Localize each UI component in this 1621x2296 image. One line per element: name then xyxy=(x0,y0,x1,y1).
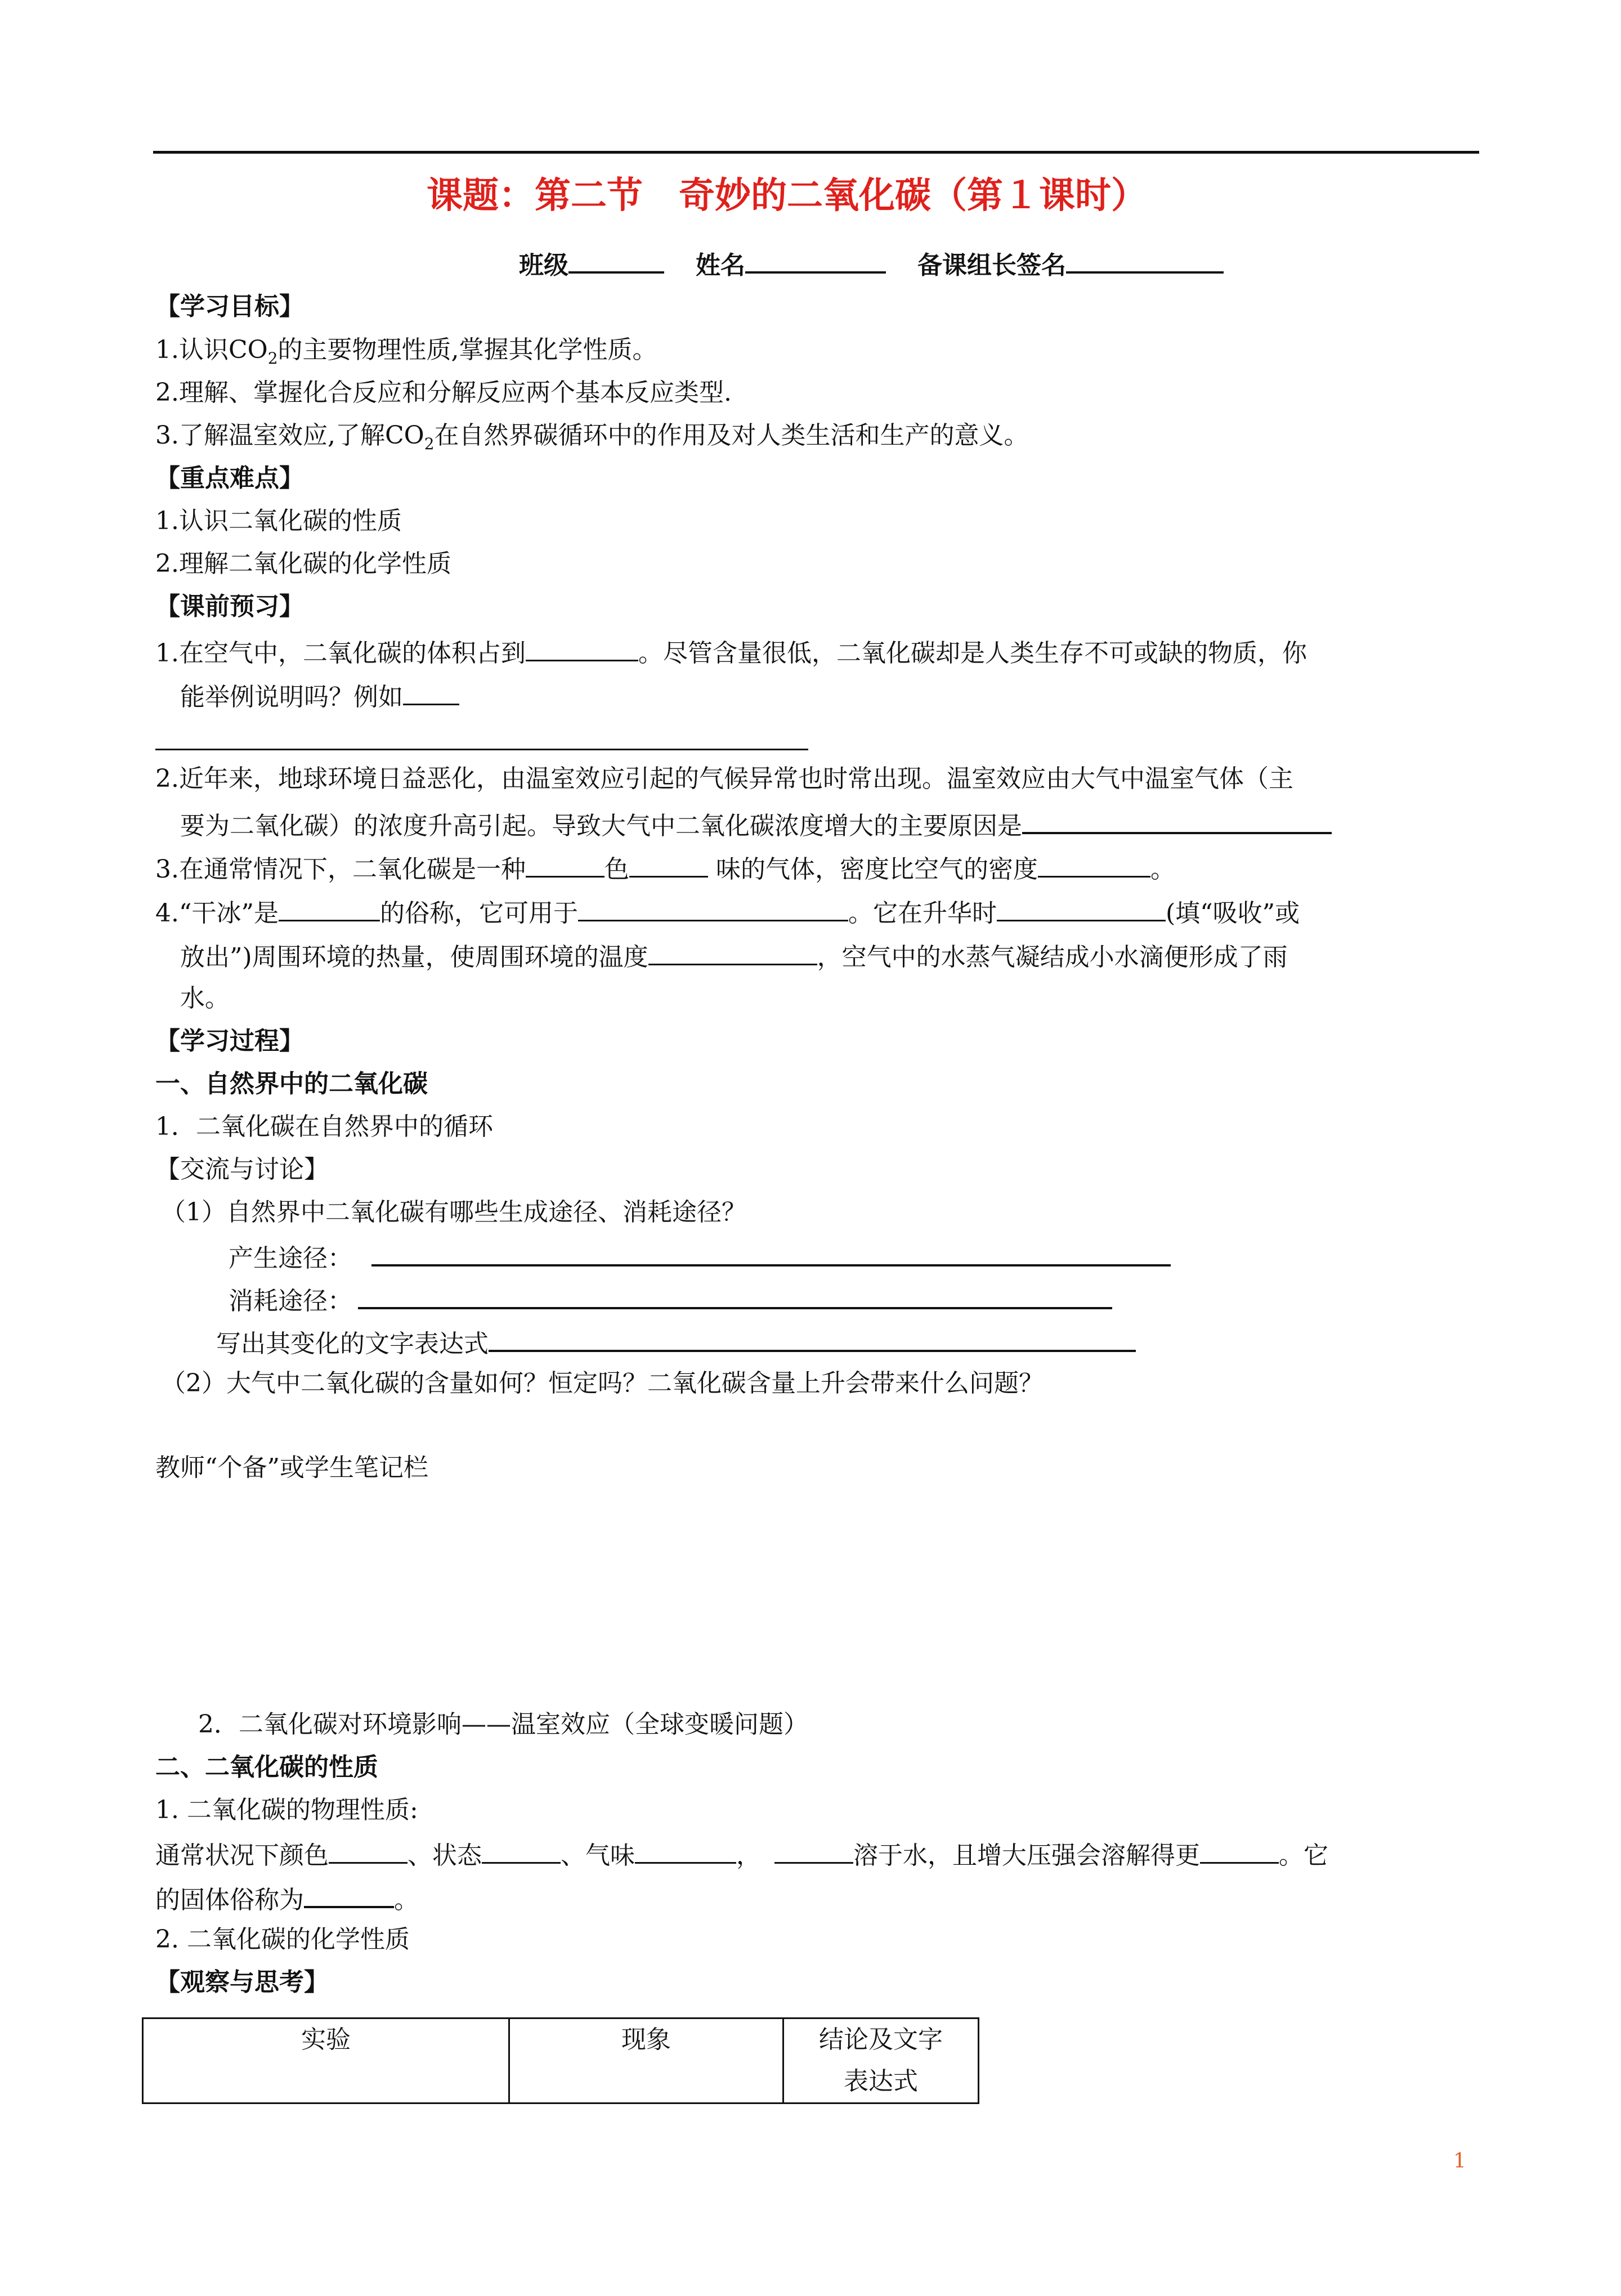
leader-signature-label: 备课组长签名 xyxy=(917,251,1066,280)
preview-q1-line1 xyxy=(155,634,1307,670)
phys-text-7: 的固体俗称为 xyxy=(155,1886,304,1914)
preview-q3-text-3: 味的气体，密度比空气的密度 xyxy=(707,855,1038,884)
page-number: 1 xyxy=(1453,2150,1466,2173)
header-rule xyxy=(153,151,1479,154)
smell-blank[interactable] xyxy=(635,1836,736,1864)
state-blank[interactable] xyxy=(482,1836,561,1864)
preview-q4-line1 xyxy=(155,894,1300,930)
word-equation-blank[interactable] xyxy=(489,1324,1136,1352)
section-1-item-1: 1．二氧化碳在自然界中的循环 xyxy=(155,1112,493,1141)
preview-q1-text-3: 能举例说明吗？例如 xyxy=(180,683,403,711)
preview-q3-text-4: 。 xyxy=(1150,855,1175,884)
key-points-heading: 【重点难点】 xyxy=(155,464,304,493)
consume-route-blank[interactable] xyxy=(358,1281,1112,1309)
observe-heading: 【观察与思考】 xyxy=(155,1968,329,1997)
produce-route xyxy=(229,1238,1171,1275)
preview-heading: 【课前预习】 xyxy=(155,592,304,621)
class-blank[interactable] xyxy=(568,245,664,274)
preview-q4-text: 4.“干冰”是 xyxy=(155,899,279,928)
solid-name-blank[interactable] xyxy=(304,1880,394,1908)
preview-q1-text: 1.在空气中，二氧化碳的体积占到 xyxy=(155,639,526,668)
phys-text-5: 溶于水，且增大压强会溶解得更 xyxy=(853,1841,1200,1870)
name-label: 姓名 xyxy=(696,251,745,280)
preview-q4-text-5: 放出”)周围环境的热量，使周围环境的温度 xyxy=(180,943,648,972)
page-title: 课题：第二节 奇妙的二氧化碳（第１课时） xyxy=(427,174,1147,217)
preview-q1-blank-2[interactable] xyxy=(403,678,459,705)
signature-line xyxy=(519,245,1224,283)
phys-text-2: 、状态 xyxy=(408,1841,482,1870)
preview-q2-line2 xyxy=(180,806,1332,843)
process-heading: 【学习过程】 xyxy=(155,1027,304,1055)
physical-properties-line1 xyxy=(155,1836,1328,1873)
section-1-item-2: 2．二氧化碳对环境影响——温室效应（全球变暖问题） xyxy=(198,1710,808,1739)
preview-q3 xyxy=(155,850,1175,887)
objective-2: 2.理解、掌握化合反应和分解反应两个基本反应类型. xyxy=(155,378,732,407)
table-header-conclusion xyxy=(783,2018,979,2103)
preview-q1-blank-1[interactable] xyxy=(526,634,638,661)
preview-q3-text: 3.在通常情况下，二氧化碳是一种 xyxy=(155,855,526,884)
section-1-title: 一、自然界中的二氧化碳 xyxy=(155,1069,428,1098)
key-point-2: 2.理解二氧化碳的化学性质 xyxy=(155,549,451,578)
preview-q1-line2 xyxy=(180,678,459,714)
objectives-heading: 【学习目标】 xyxy=(155,292,304,321)
key-point-1: 1.认识二氧化碳的性质 xyxy=(155,507,402,535)
discussion-heading: 【交流与讨论】 xyxy=(155,1155,329,1184)
table-header-row xyxy=(143,2018,979,2103)
table-header-phenomenon-text: 现象 xyxy=(621,2025,671,2054)
preview-q3-blank-2[interactable] xyxy=(629,850,708,878)
preview-q1-text-2: 。尽管含量很低，二氧化碳却是人类生存不可或缺的物质，你 xyxy=(638,639,1307,668)
table-header-experiment-text: 实验 xyxy=(301,2025,351,2054)
produce-route-blank[interactable] xyxy=(371,1238,1171,1266)
preview-q4-blank-1[interactable] xyxy=(279,894,380,921)
solubility-blank[interactable] xyxy=(774,1836,853,1864)
preview-q3-blank-3[interactable] xyxy=(1038,850,1150,878)
discussion-q2: （2）大气中二氧化碳的含量如何？恒定吗？二氧化碳含量上升会带来什么问题？ xyxy=(161,1369,1044,1398)
pressure-blank[interactable] xyxy=(1200,1836,1279,1864)
leader-signature-blank[interactable] xyxy=(1066,245,1224,274)
objective-1 xyxy=(155,333,657,367)
phys-text-8: 。 xyxy=(394,1886,419,1914)
objective-1-text-end: 的主要物理性质,掌握其化学性质。 xyxy=(277,335,657,364)
phys-text-6: 。它 xyxy=(1279,1841,1328,1870)
preview-q3-text-2: 色 xyxy=(604,855,629,884)
objective-3-text-end: 在自然界碳循环中的作用及对人类生活和生产的意义。 xyxy=(434,421,1029,450)
preview-q4-text-6: ，空气中的水蒸气凝结成小水滴便形成了雨 xyxy=(817,943,1288,972)
phys-text-4: ， xyxy=(736,1841,761,1870)
preview-q2-line1: 2.近年来，地球环境日益恶化，由温室效应引起的气候异常也时常出现。温室效应由大气中温室气体（主 xyxy=(155,764,1293,793)
preview-q4-blank-4[interactable] xyxy=(648,938,817,965)
objective-3-sub: 2 xyxy=(424,434,435,453)
section-2-item-1: 1. 二氧化碳的物理性质: xyxy=(155,1796,418,1824)
table-header-conclusion-line2: 表达式 xyxy=(844,2067,918,2096)
word-equation-label: 写出其变化的文字表达式 xyxy=(216,1330,489,1358)
preview-q4-blank-3[interactable] xyxy=(997,894,1166,921)
preview-q2-blank[interactable] xyxy=(1022,806,1332,834)
notes-column-label: 教师“个备”或学生笔记栏 xyxy=(155,1453,428,1482)
preview-q4-text-3: 。它在升华时 xyxy=(848,899,997,928)
preview-q4-line3: 水。 xyxy=(180,984,230,1013)
word-equation-line xyxy=(216,1324,1136,1361)
table-header-conclusion-line1: 结论及文字 xyxy=(819,2025,943,2054)
discussion-q1: （1）自然界中二氧化碳有哪些生成途径、消耗途径？ xyxy=(161,1198,746,1227)
experiment-table xyxy=(142,2017,979,2104)
objective-3-text: 3.了解温室效应,了解CO xyxy=(155,421,424,450)
class-label: 班级 xyxy=(519,251,568,280)
preview-q1-answer-line[interactable] xyxy=(155,749,808,750)
section-2-title: 二、二氧化碳的性质 xyxy=(155,1753,378,1782)
preview-q4-blank-2[interactable] xyxy=(578,894,848,921)
objective-1-sub: 2 xyxy=(267,348,278,368)
color-blank[interactable] xyxy=(329,1836,408,1864)
preview-q4-text-2: 的俗称，它可用于 xyxy=(379,899,578,928)
preview-q2-text: 要为二氧化碳）的浓度升高引起。导致大气中二氧化碳浓度增大的主要原因是 xyxy=(180,812,1022,840)
table-header-experiment xyxy=(143,2018,509,2103)
preview-q4-text-4: (填“吸收”或 xyxy=(1165,899,1300,928)
consume-route xyxy=(229,1281,1112,1318)
objective-1-text: 1.认识CO xyxy=(155,335,268,364)
objective-3 xyxy=(155,419,1029,453)
table-header-phenomenon xyxy=(509,2018,783,2103)
name-blank[interactable] xyxy=(745,245,886,274)
phys-text-1: 通常状况下颜色 xyxy=(155,1841,329,1870)
produce-route-label: 产生途径： xyxy=(229,1244,352,1273)
preview-q3-blank-1[interactable] xyxy=(526,850,604,878)
consume-route-label: 消耗途径： xyxy=(229,1287,352,1315)
preview-q4-line2 xyxy=(180,938,1288,974)
section-2-item-2: 2. 二氧化碳的化学性质 xyxy=(155,1925,410,1954)
phys-text-3: 、气味 xyxy=(561,1841,635,1870)
physical-properties-line2 xyxy=(155,1880,419,1917)
